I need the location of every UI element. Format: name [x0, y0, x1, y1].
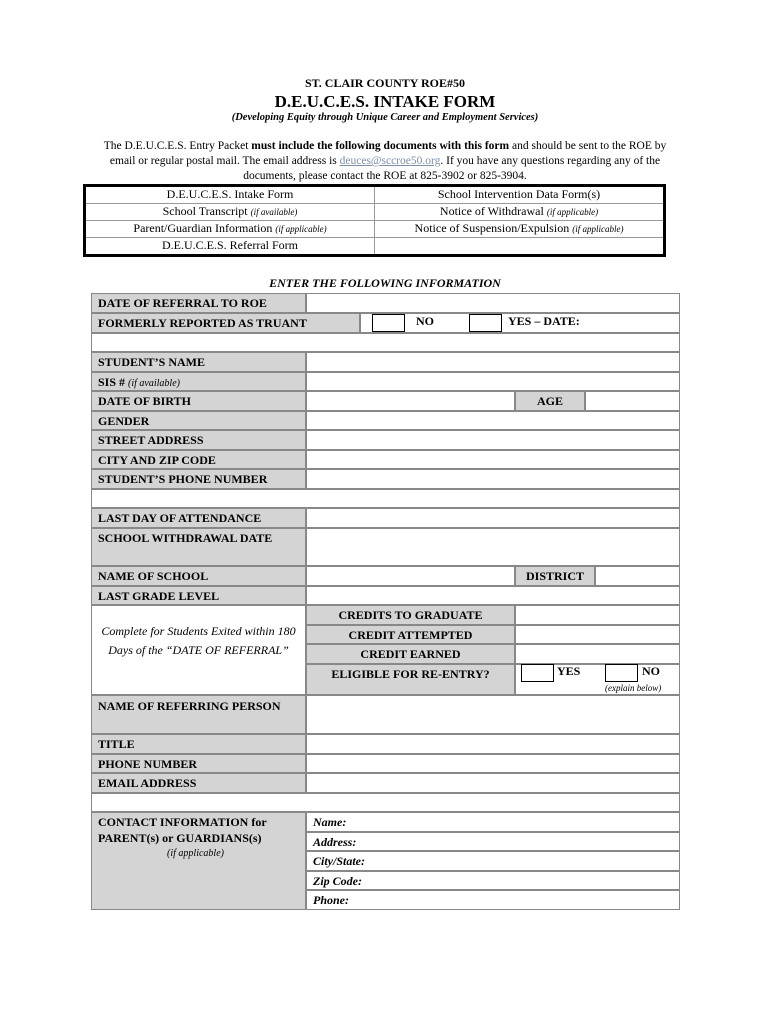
reentry-no-label: NO [642, 664, 660, 678]
label-street: STREET ADDRESS [91, 430, 306, 450]
school-name-field[interactable] [306, 566, 515, 586]
label-age: AGE [515, 391, 585, 411]
city-zip-field[interactable] [306, 450, 680, 470]
reentry-yes-checkbox[interactable] [521, 664, 554, 682]
reentry-yes-label: YES [557, 664, 581, 678]
required-documents-table [83, 184, 666, 257]
label-gender: GENDER [91, 411, 306, 431]
label-credit-earned: CREDIT EARNED [306, 644, 515, 664]
truant-yes-date-label: YES – DATE: [508, 314, 580, 328]
form-title: D.E.U.C.E.S. INTAKE FORM [274, 92, 496, 111]
last-day-field[interactable] [306, 508, 680, 528]
organization-name: ST. CLAIR COUNTY ROE#50 [304, 76, 466, 90]
truant-no-label: NO [416, 314, 434, 328]
sis-field[interactable] [306, 372, 680, 392]
doc-item: School Intervention Data Form(s) [375, 186, 665, 204]
credit-earned-field[interactable] [515, 644, 680, 664]
contact-city-field[interactable]: City/State: [306, 851, 680, 871]
label-grade-level: LAST GRADE LEVEL [91, 586, 306, 606]
title-field[interactable] [306, 734, 680, 754]
phone-field[interactable] [306, 754, 680, 774]
label-dob: DATE OF BIRTH [91, 391, 306, 411]
doc-item: D.E.U.C.E.S. Referral Form [85, 238, 375, 256]
spacer-row [91, 793, 680, 813]
student-name-field[interactable] [306, 352, 680, 372]
label-email: EMAIL ADDRESS [91, 773, 306, 793]
exited-students-note: Complete for Students Exited within 180 Days of the “DATE OF REFERRAL” [91, 605, 306, 695]
contact-zip-field[interactable]: Zip Code: [306, 871, 680, 891]
doc-item: D.E.U.C.E.S. Intake Form [85, 186, 375, 204]
district-field[interactable] [595, 566, 680, 586]
doc-item: Notice of Suspension/Expulsion (if applicable) [375, 221, 665, 238]
date-of-referral-field[interactable] [306, 293, 680, 313]
label-school-name: NAME OF SCHOOL [91, 566, 306, 586]
label-student-phone: STUDENT’S PHONE NUMBER [91, 469, 306, 489]
label-withdrawal: SCHOOL WITHDRAWAL DATE [91, 528, 306, 567]
label-date-of-referral: DATE OF REFERRAL TO ROE [91, 293, 306, 313]
street-field[interactable] [306, 430, 680, 450]
label-referring-person: NAME OF REFERRING PERSON [91, 695, 306, 734]
spacer-row [91, 333, 680, 352]
label-credits-graduate: CREDITS TO GRADUATE [306, 605, 515, 625]
doc-item [375, 238, 665, 256]
label-district: DISTRICT [515, 566, 595, 586]
doc-item: Notice of Withdrawal (if applicable) [375, 204, 665, 221]
label-last-day: LAST DAY OF ATTENDANCE [91, 508, 306, 528]
credit-attempted-field[interactable] [515, 625, 680, 645]
referring-person-field[interactable] [306, 695, 680, 734]
grade-level-field[interactable] [306, 586, 680, 606]
explain-below-note: (explain below) [605, 683, 662, 693]
dob-field[interactable] [306, 391, 515, 411]
label-reentry: ELIGIBLE FOR RE-ENTRY? [306, 664, 515, 696]
age-field[interactable] [585, 391, 680, 411]
label-truant: FORMERLY REPORTED AS TRUANT [91, 313, 360, 333]
label-city-zip: CITY AND ZIP CODE [91, 450, 306, 470]
reentry-no-checkbox[interactable] [605, 664, 638, 682]
email-field[interactable] [306, 773, 680, 793]
student-phone-field[interactable] [306, 469, 680, 489]
doc-item: School Transcript (if available) [85, 204, 375, 221]
label-credit-attempted: CREDIT ATTEMPTED [306, 625, 515, 645]
label-student-name: STUDENT’S NAME [91, 352, 306, 372]
doc-item: Parent/Guardian Information (if applicable) [85, 221, 375, 238]
label-contact-info: CONTACT INFORMATION for PARENT(s) or GUARDIANS(s) (if applicable) [91, 812, 306, 910]
contact-note: (if applicable) [167, 848, 224, 859]
spacer-row [91, 489, 680, 509]
label-phone: PHONE NUMBER [91, 754, 306, 774]
label-title: TITLE [91, 734, 306, 754]
withdrawal-field[interactable] [306, 528, 680, 567]
form-subtitle: (Developing Equity through Unique Career and Employment Services) [231, 112, 539, 123]
gender-field[interactable] [306, 411, 680, 431]
label-sis: SIS # (if available) [91, 372, 306, 392]
credits-graduate-field[interactable] [515, 605, 680, 625]
contact-phone-field[interactable]: Phone: [306, 890, 680, 910]
contact-address-field[interactable]: Address: [306, 832, 680, 852]
section-heading: ENTER THE FOLLOWING INFORMATION [269, 276, 501, 290]
truant-yes-checkbox[interactable] [469, 314, 502, 332]
email-link[interactable]: deuces@sccroe50.org [339, 155, 441, 167]
contact-name-field[interactable]: Name: [306, 812, 680, 832]
truant-no-checkbox[interactable] [372, 314, 405, 332]
intro-paragraph: The D.E.U.C.E.S. Entry Packet must include the following documents with this form and should be sent to the ROE by email or regular postal mail. The email address is deuces@sccroe50.org. If you have any questions regarding any of the documents, please contact the ROE at 825-3902 or 825-3904. [103, 140, 667, 182]
